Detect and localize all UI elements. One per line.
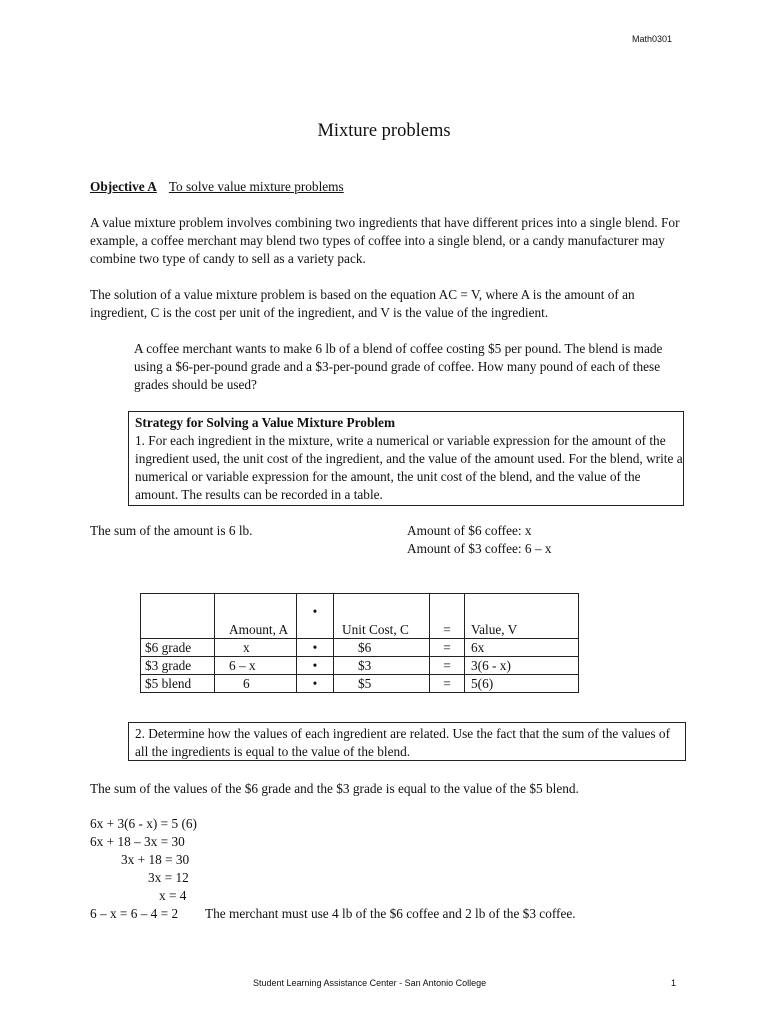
- table-cell: $3: [334, 657, 430, 675]
- table-cell: 3(6 - x): [465, 657, 579, 675]
- table-header-cell: Unit Cost, C: [334, 594, 430, 639]
- equation-line: 6x + 3(6 - x) = 5 (6): [90, 816, 197, 831]
- table-cell: 6x: [465, 639, 579, 657]
- table-cell: =: [430, 639, 465, 657]
- equation-line: 6x + 18 – 3x = 30: [90, 834, 185, 849]
- intro-paragraph: A value mixture problem involves combining two ingredients that have different prices into a single blend. For example, a coffee merchant may blend two types of coffee into a single blend, or a candy manufacturer may combine two type of candy to sell as a variety pack.: [90, 215, 680, 266]
- conclusion-text: The merchant must use 4 lb of the $6 coffee and 2 lb of the $3 coffee.: [205, 906, 576, 921]
- table-cell: $3 grade: [141, 657, 215, 675]
- table-header-cell: [141, 594, 215, 639]
- table-cell: •: [297, 657, 334, 675]
- strategy-step-1: 1. For each ingredient in the mixture, write a numerical or variable expression for the amount of the ingredient used, the unit cost of the ingredient, and the value of the amount used. For the blend, write a numerical or variable expression for the amount, the unit cost of the blend, and the value of the amount. The results can be recorded in a table.: [135, 433, 683, 502]
- equation-line: 6 – x = 6 – 4 = 2: [90, 906, 179, 921]
- sum-values-text: The sum of the values of the $6 grade and the $3 grade is equal to the value of the $5 blend.: [90, 781, 579, 796]
- table-cell: x: [215, 639, 297, 657]
- table-row: [141, 675, 579, 693]
- objective-label: Objective A: [90, 179, 157, 194]
- objective-line: [90, 179, 344, 195]
- table-cell: •: [297, 675, 334, 693]
- mixture-table: [140, 593, 579, 693]
- equation-line: 3x + 18 = 30: [121, 852, 190, 867]
- table-header-cell: •: [297, 594, 334, 639]
- equation-line: 3x = 12: [148, 870, 189, 885]
- table-cell: •: [297, 639, 334, 657]
- table-cell: =: [430, 657, 465, 675]
- table-cell: $6: [334, 639, 430, 657]
- table-cell: 6: [215, 675, 297, 693]
- strategy-box: [128, 411, 684, 506]
- page-number: 1: [671, 978, 677, 988]
- equation-paragraph: The solution of a value mixture problem is based on the equation AC = V, where A is the amount of an ingredient, C is the cost per unit of the ingredient, and V is the value of the ingredient.: [90, 287, 635, 320]
- table-cell: $6 grade: [141, 639, 215, 657]
- strategy-title: Strategy for Solving a Value Mixture Problem: [135, 415, 396, 430]
- objective-text: To solve value mixture problems: [168, 179, 344, 194]
- table-row: [141, 639, 579, 657]
- table-cell: =: [430, 675, 465, 693]
- sum-amount-text: The sum of the amount is 6 lb.: [90, 523, 253, 538]
- amount-3-coffee: Amount of $3 coffee: 6 – x: [407, 541, 552, 556]
- table-header-row: [141, 594, 579, 639]
- table-cell: 5(6): [465, 675, 579, 693]
- table-cell: $5 blend: [141, 675, 215, 693]
- table-cell: 6 – x: [215, 657, 297, 675]
- page-title: Mixture problems: [317, 121, 451, 141]
- table-cell: $5: [334, 675, 430, 693]
- footer-institution: Student Learning Assistance Center - San Antonio College: [253, 978, 487, 988]
- amount-6-coffee: Amount of $6 coffee: x: [407, 523, 532, 538]
- header-course-code: Math0301: [632, 34, 673, 44]
- table-header-cell: Amount, A: [215, 594, 297, 639]
- strategy-step-2-box: 2. Determine how the values of each ingredient are related. Use the fact that the sum of the values of all the ingredients is equal to the value of the blend.: [128, 722, 686, 761]
- table-row: [141, 657, 579, 675]
- equation-line: x = 4: [159, 888, 187, 903]
- table-header-cell: =: [430, 594, 465, 639]
- example-problem: A coffee merchant wants to make 6 lb of a blend of coffee costing $5 per pound. The blend is made using a $6-per-pound grade and a $3-per-pound grade of coffee. How many pound of each of these grades should be used?: [134, 341, 663, 392]
- table-header-cell: Value, V: [465, 594, 579, 639]
